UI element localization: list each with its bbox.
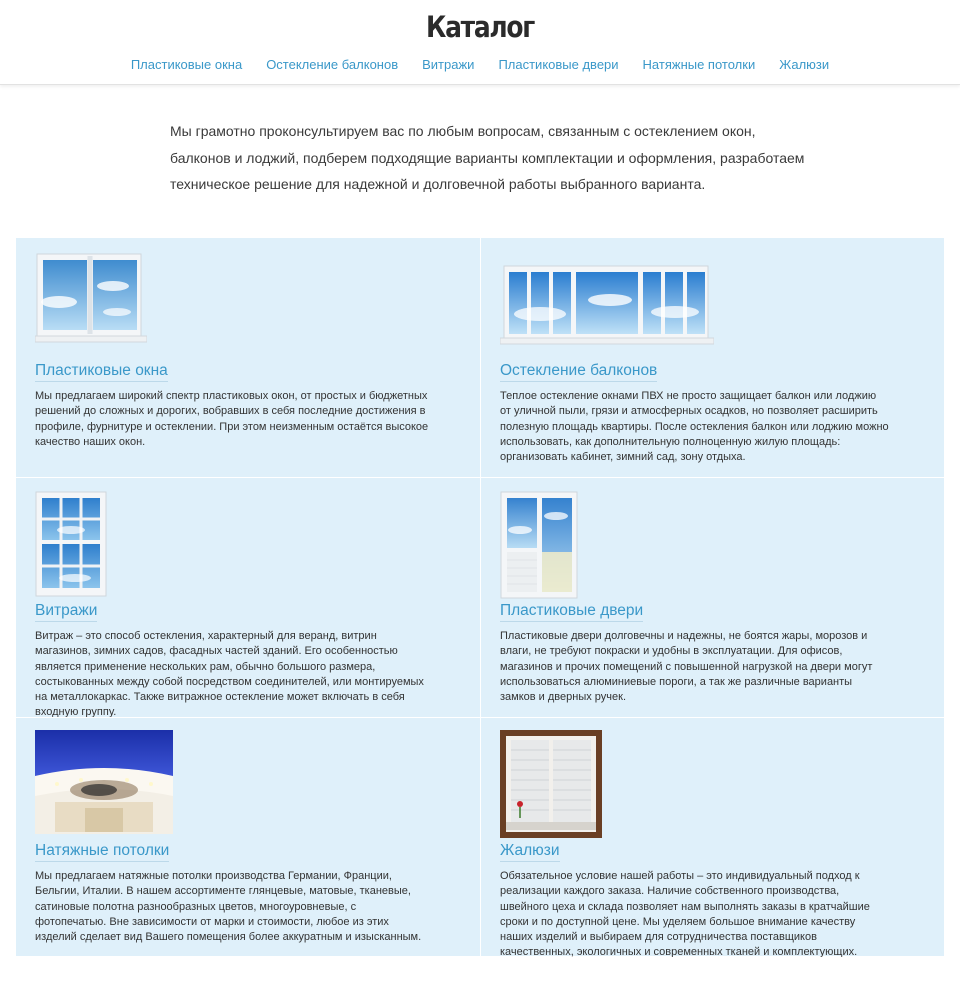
nav-link-balcony-glazing[interactable]: Остекление балконов [266,57,399,72]
catalog-title-plastic-doors[interactable]: Пластиковые двери [500,602,643,622]
catalog-description: Витраж – это способ остекления, характерный для веранд, витрин магазинов, зимних садов, фасадных частей зданий. Его особенностью является применение нескольких рам, обычно большого размера, состыкованных между собой посредством соединителей, или монтируемых на металлокаркас. Также витражное остекление может включать в себя входную группу. [35,630,424,717]
nav-link-plastic-doors[interactable]: Пластиковые двери [498,57,619,72]
catalog-item-plastic-doors [481,478,945,717]
catalog-description: Обязательное условие нашей работы – это индивидуальный подход к реализации каждого заказа. Наличие собственного производства, швейного цеха и склада позволяет нам выполнять заказы в кратчайшие сроки и по доступной цене. Мы уделяем большое внимание качеству наших изделий и выбираем для сотрудничества поставщиков качественных, экологичных и современных тканей и комплектующих. [500,870,870,957]
grid-divider-horizontal [16,477,944,478]
catalog-title-stretch-ceilings[interactable]: Натяжные потолки [35,842,169,862]
intro-text: Мы грамотно проконсультируем вас по любым вопросам, связанным с остеклением окон, балконов и лоджий, подберем подходящие варианты комплектации и оформления, разработаем техническое решение для надежной и долговечной работы выбранного варианта. [170,123,805,192]
catalog-item-stained-glass [16,478,480,717]
grid-divider-vertical [480,238,481,956]
catalog-item-stretch-ceilings [16,718,480,957]
stretch-ceiling-image[interactable] [35,730,173,839]
catalog-description: Пластиковые двери долговечны и надежны, не боятся жары, морозов и влаги, не требуют покраски и удобны в эксплуатации. Для офисов, магазинов и прочих помещений с повышенной нагрузкой на двери могут использоваться алюминиевые пороги, а так же различные варианты замков и дверных ручек. [500,630,873,704]
catalog-title-balcony-glazing[interactable]: Остекление балконов [500,362,657,382]
catalog-nav [0,57,960,72]
page-title: Каталог [426,10,534,44]
blinds-image[interactable] [500,730,602,843]
plastic-window-image[interactable] [35,250,147,351]
nav-link-stretch-ceilings[interactable]: Натяжные потолки [642,57,756,72]
nav-link-blinds[interactable]: Жалюзи [779,57,830,72]
catalog-title-stained-glass[interactable]: Витражи [35,602,97,622]
catalog-item-blinds [481,718,945,957]
catalog-item-balcony-glazing [481,238,945,477]
catalog-description: Теплое остекление окнами ПВХ не просто защищает балкон или лоджию от уличной пыли, грязи и атмосферных осадков, но позволяет расширить полезную площадь квартиры. После остекления балкон или лоджию можно использовать, как дополнительную полноценную жилую площадь: организовать кабинет, зимний сад, зону отдыха. [500,390,889,464]
catalog-description: Мы предлагаем широкий спектр пластиковых окон, от простых и бюджетных решений до сложных и дорогих, вобравших в себя последние достижения в профиле, фурнитуре и остеклении. При этом неизменным остаётся высокое качество наших окон. [35,390,429,448]
plastic-door-image[interactable] [500,490,580,605]
catalog-item-plastic-windows [16,238,480,477]
nav-link-plastic-windows[interactable]: Пластиковые окна [130,57,243,72]
balcony-glazing-image[interactable] [500,250,714,353]
grid-divider-horizontal [16,717,944,718]
nav-link-stained-glass[interactable]: Витражи [422,57,475,72]
page-header [0,0,960,85]
catalog-grid [16,238,944,956]
catalog-title-plastic-windows[interactable]: Пластиковые окна [35,362,168,382]
catalog-title-blinds[interactable]: Жалюзи [500,842,560,862]
stained-glass-window-image[interactable] [35,490,109,603]
catalog-description: Мы предлагаем натяжные потолки производства Германии, Франции, Бельгии, Италии. В нашем ассортименте глянцевые, матовые, тканевые, сатиновые полотна разнообразных цветов, многоуровневые, с фотопечатью. Вне зависимости от марки и стоимости, любое из этих изделий сделает вид Вашего помещения более аккуратным и изысканным. [35,870,422,944]
